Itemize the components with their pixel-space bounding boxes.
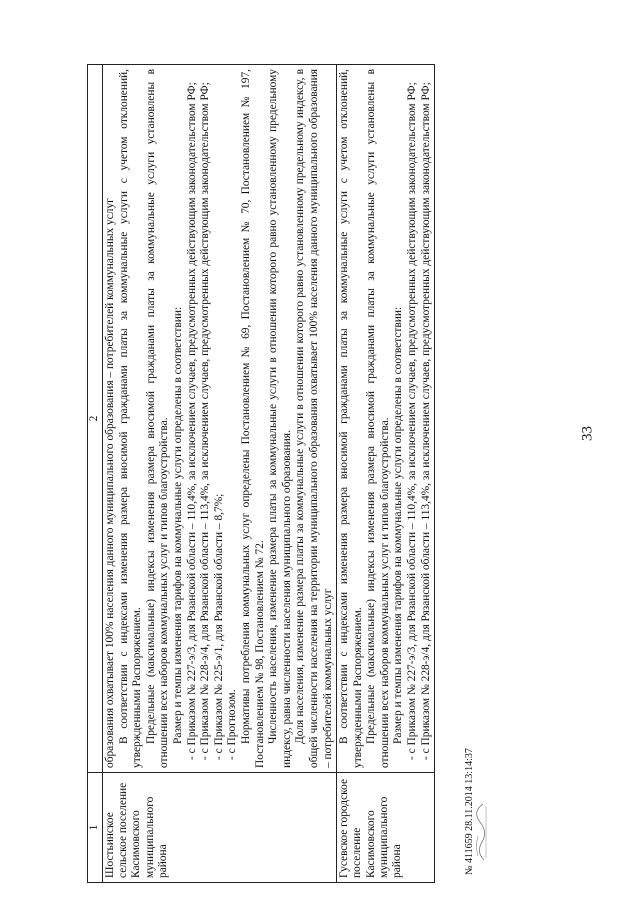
list-item: - с Прогнозом. xyxy=(226,689,239,760)
paragraph: образования охватывает 100% населения данного муниципального образования – потребителей коммунальных услуг xyxy=(104,198,116,768)
table-row xyxy=(337,65,435,883)
paragraph: В соответствии с индексами изменения размера вносимой гражданами платы за коммунальные услуги с учетом отклонений, утвержденными Распоряжением. xyxy=(338,69,364,768)
paragraph: Предельные (максимальные) индексы изменения размера вносимой гражданами платы за коммунальные услуги установлены в отношении всех наборов коммунальных услуг и типов благоустройства. xyxy=(144,69,171,768)
list-item: - с Приказом № 228-э/4, для Рязанской области – 113,4%, за исключением случаев, предусмотренных действующим законодательством РФ; xyxy=(419,82,432,760)
paragraph: Численность населения, изменение размера платы за коммунальные услуги в отношении которого равно установленному предельному индексу, равна численности населения муниципального образования. xyxy=(267,69,293,768)
column-header-1: 1 xyxy=(88,773,103,883)
document-footer: № 411659 28.11.2014 13:14:37 xyxy=(464,748,475,875)
description-cell xyxy=(337,65,435,773)
page-number: 33 xyxy=(579,426,596,441)
list-item: - с Приказом № 228-э/4, для Рязанской области – 113,4%, за исключением случаев, предусмотренных действующим законодательством РФ; xyxy=(199,82,212,760)
list-item: - с Приказом № 225-э/1, для Рязанской области – 8,7%; xyxy=(212,493,225,760)
paragraph: Размер и темпы изменения тарифов на коммунальные услуги определены в соответствии: xyxy=(392,306,405,744)
municipality-cell: Шостьинское сельское поселение Касимовского муниципального района xyxy=(103,773,337,883)
paragraph: Размер и темпы изменения тарифов на коммунальные услуги определены в соответствии: xyxy=(171,306,184,744)
tariff-table xyxy=(87,64,435,883)
municipality-cell: Гусевское городское поселение Касимовского муниципального района xyxy=(337,773,435,883)
list-item: - с Приказом № 227-э/3, для Рязанской области – 110,4%, за исключением случаев, предусмотренных действующим законодательством РФ; xyxy=(406,82,419,760)
paragraph: Нормативы потребления коммунальных услуг определены Постановлением № 69, Постановлением № 70, Постановлением № 197, Постановлением № 98, Постановлением № 72. xyxy=(239,69,266,768)
column-header-2: 2 xyxy=(88,65,103,773)
paragraph: В соответствии с индексами изменения размера вносимой гражданами платы за коммунальные услуги с учетом отклонений, утвержденными Распоряжением. xyxy=(117,69,144,768)
table-row xyxy=(103,65,337,883)
table-header-row xyxy=(88,65,103,883)
paragraph: Предельные (максимальные) индексы изменения размера вносимой гражданами платы за коммунальные услуги установлены в отношении всех наборов коммунальных услуг и типов благоустройства. xyxy=(365,69,391,768)
list-item: - с Приказом № 227-э/3, для Рязанской области – 110,4%, за исключением случаев, предусмотренных действующим законодательством РФ; xyxy=(185,82,198,760)
paragraph: Доля населения, изменение размера платы за коммунальные услуги в отношении которого равно установленному предельному индексу, в общей численности населения на территории муниципального образования охватывает 100% населения данного муниципального образования – потребителей коммунальных услуг xyxy=(294,69,334,768)
description-cell xyxy=(103,65,337,773)
